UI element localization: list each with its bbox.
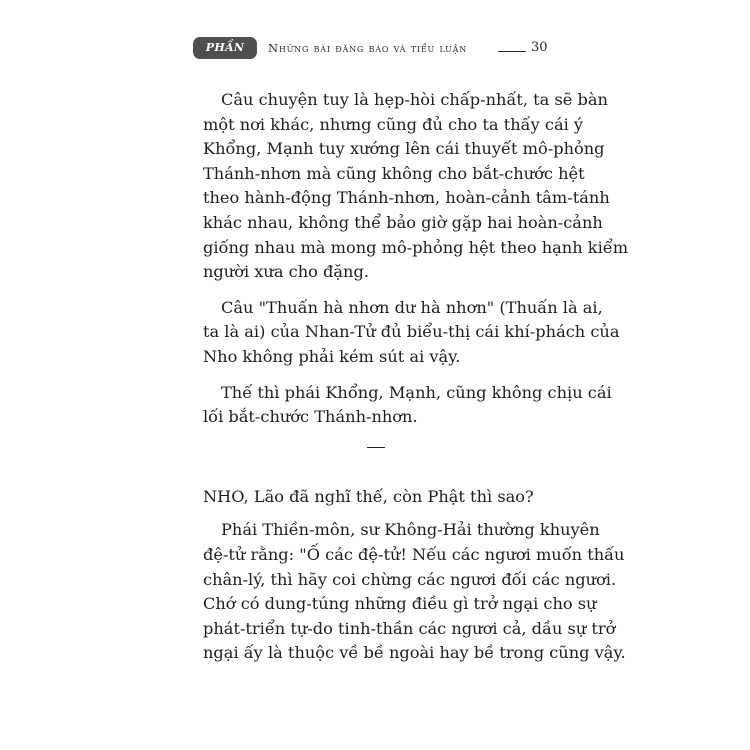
text-line: NHO, Lão đã nghĩ thế, còn Phật thì sao? [203,486,534,506]
text-line: Câu "Thuấn hà nhơn dư hà nhơn" (Thuấn là ai, [221,297,603,317]
text-line: đệ-tử rằng: "Ố các đệ-tử! Nếu các ngươi muốn thấu [203,544,625,564]
header-rule [498,51,526,52]
text-line: theo hành-động Thánh-nhơn, hoàn-cảnh tâm-tánh [203,188,610,208]
text-line: người xưa cho đặng. [203,262,369,282]
text-line: lối bắt-chước Thánh-nhơn. [203,407,418,427]
paragraph-3 [203,381,612,430]
text-line: Câu chuyện tuy là hẹp-hòi chấp-nhất, ta sẽ bàn [221,90,608,109]
text-line: ngại ấy là thuộc về bề ngoài hay bề trong cũng vậy. [203,643,626,663]
section-title: Những bài đăng báo và tiểu luận [268,41,468,55]
text-line: một nơi khác, nhưng cũng đủ cho ta thấy cái ý [203,114,584,134]
text-line: Thánh-nhơn mà cũng không cho bắt-chước hệt [203,163,585,183]
paragraph-4 [203,485,563,510]
text-line: Nho không phải kém sút ai vậy. [203,346,461,366]
part-badge: PHẦN MỘT [193,37,257,59]
paragraph-5 [203,518,626,666]
paragraph-2 [203,296,620,370]
body-text [203,88,629,666]
page-header [193,37,553,76]
text-line: Thế thì phái Khổng, Mạnh, cũng không chịu cái [221,382,612,402]
text-line: khác nhau, không thể bảo giờ gặp hai hoàn-cảnh [203,212,603,232]
text-line: Phái Thiền-môn, sư Không-Hải thường khuyên [221,520,600,540]
text-line: phát-triển tự-do tinh-thần các ngươi cả, dầu sự trở [203,618,616,638]
text-line: giống nhau mà mong mô-phỏng hệt theo hạnh kiểm [203,237,629,257]
text-line: chân-lý, thì hãy coi chừng các ngươi đối các ngươi. [203,569,617,589]
page-number: 30 [531,40,548,55]
text-line: Chớ có dung-túng những điều gì trở ngại cho sự [203,594,597,614]
text-line: ta là ai) của Nhan-Tử đủ biểu-thị cái khí-phách của [203,322,620,342]
paragraph-1 [203,88,629,285]
text-line: Khổng, Mạnh tuy xướng lên cái thuyết mô-phỏng [203,139,605,159]
